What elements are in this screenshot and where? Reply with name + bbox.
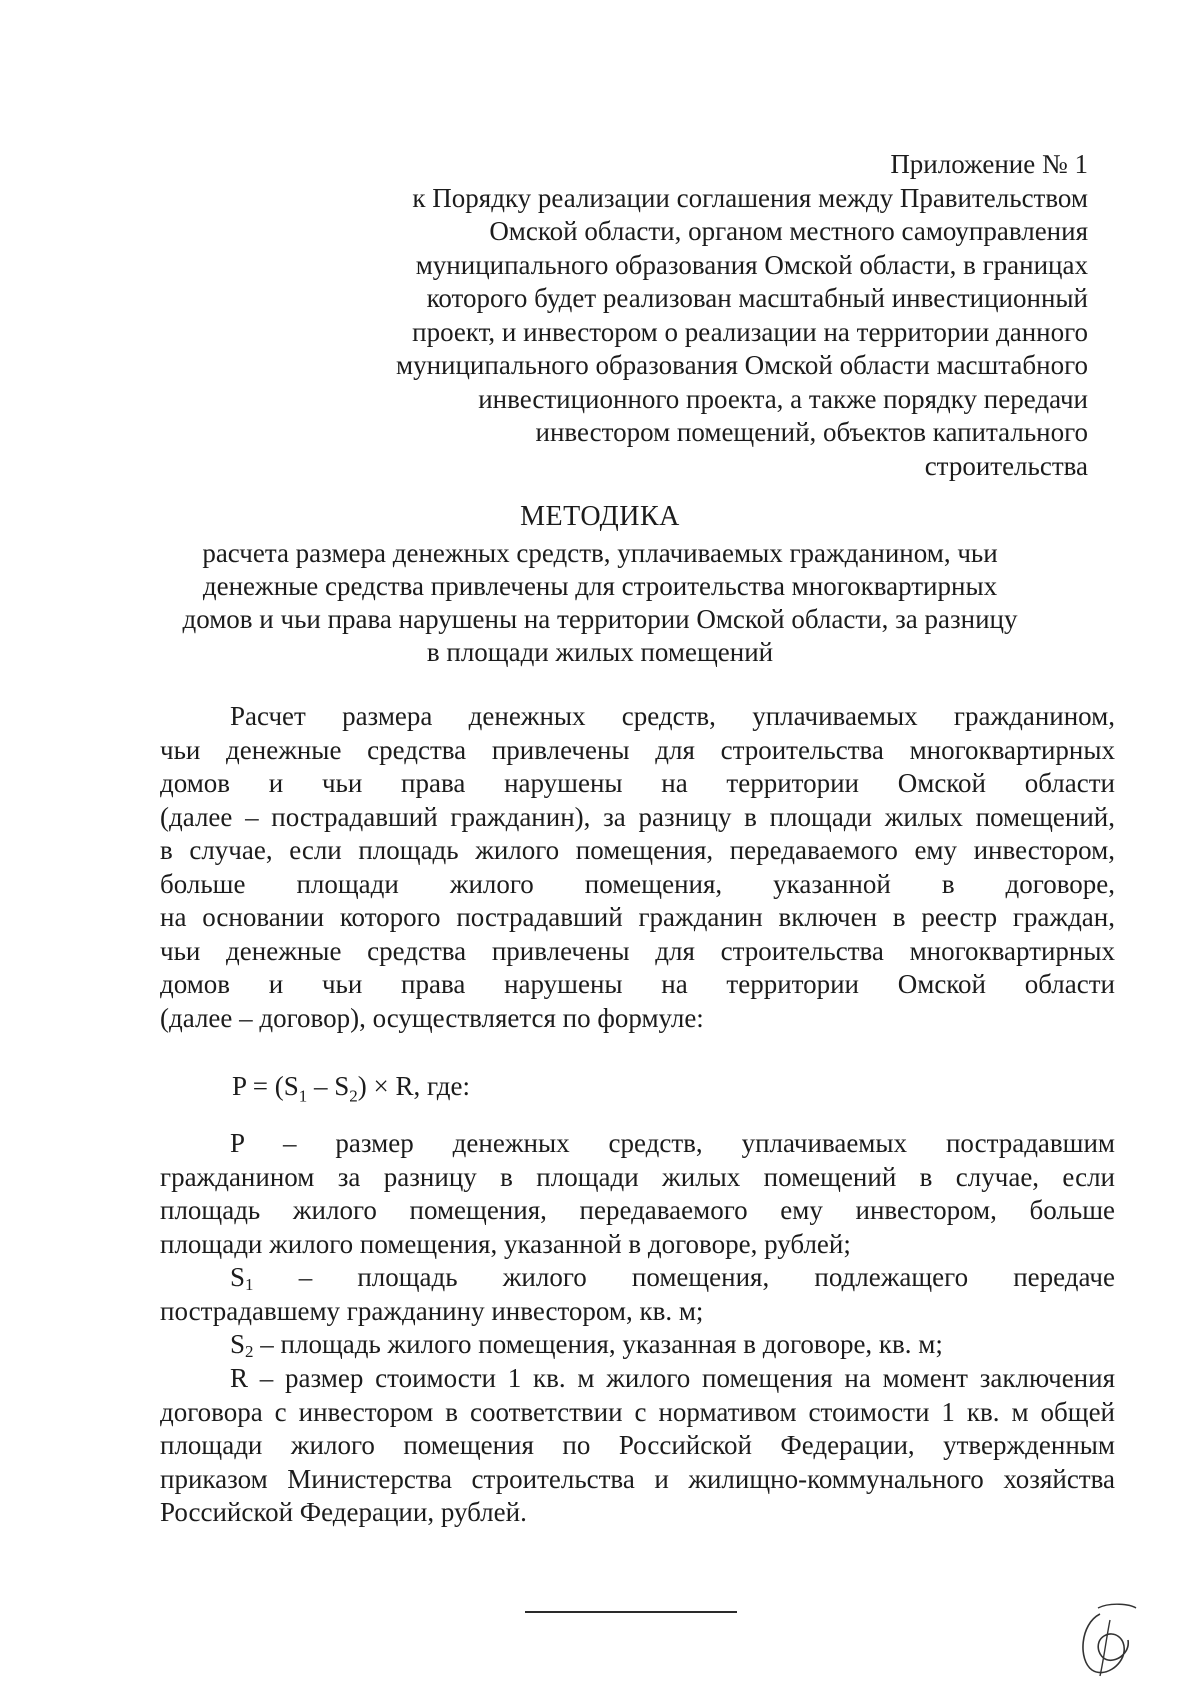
legend-line: приказом Министерства строительства и жилищно-коммунального хозяйства xyxy=(160,1463,1115,1494)
legend-line xyxy=(160,1261,1115,1295)
legend-s2-sub: 2 xyxy=(245,1342,254,1361)
legend-s2-symbol: S xyxy=(230,1329,246,1359)
document-title: МЕТОДИКА xyxy=(520,501,680,532)
document-subtitle xyxy=(150,537,1050,669)
appendix-line: к Порядку реализации соглашения между Правительством xyxy=(412,182,1088,213)
subtitle-line: домов и чьи права нарушены на территории Омской области, за разницу xyxy=(182,604,1018,634)
appendix-line: проект, и инвестором о реализации на территории данного xyxy=(412,316,1088,347)
legend-line: R – размер стоимости 1 кв. м жилого помещения на момент заключения xyxy=(230,1363,1115,1393)
legend-line: P – размер денежных средств, уплачиваемых пострадавшим xyxy=(230,1128,1115,1158)
legend-line: Российской Федерации, рублей. xyxy=(160,1497,527,1527)
legend-line: площади жилого помещения, указанной в договоре, рублей; xyxy=(160,1228,851,1259)
paragraph-line: чьи денежные средства привлечены для строительства многоквартирных xyxy=(160,935,1115,966)
subtitle-line: в площади жилых помещений xyxy=(426,637,774,667)
formula-prefix: P = (S xyxy=(232,1071,299,1101)
legend-line: договора с инвестором в соответствии с нормативом стоимости 1 кв. м общей xyxy=(160,1396,1115,1427)
legend-s2-text: – площадь жилого помещения, указанная в договоре, кв. м; xyxy=(253,1329,943,1359)
legend-s2 xyxy=(160,1328,1115,1362)
formula-sub-1: 1 xyxy=(298,1086,308,1106)
legend-s1-symbol: S xyxy=(230,1262,246,1292)
appendix-line: инвестором помещений, объектов капитального xyxy=(535,417,1088,447)
legend-line xyxy=(160,1328,1115,1362)
appendix-header xyxy=(328,148,1088,483)
signature-mark xyxy=(1070,1600,1140,1680)
paragraph-line: домов и чьи права нарушены на территории Омской области xyxy=(160,969,1115,999)
appendix-line: Омской области, органом местного самоуправления xyxy=(489,216,1088,246)
legend-line: пострадавшему гражданину инвестором, кв. м; xyxy=(160,1295,704,1326)
legend-line: гражданином за разницу в площади жилых помещений в случае, если xyxy=(160,1161,1115,1192)
subtitle-line: денежные средства привлечены для строительства многоквартирных xyxy=(202,571,998,601)
legend-line: площади жилого помещения по Российской Федерации, утвержденным xyxy=(160,1430,1115,1460)
paragraph-line: чьи денежные средства привлечены для строительства многоквартирных xyxy=(160,734,1115,765)
appendix-line: муниципального образования Омской области, в границах xyxy=(415,249,1088,280)
appendix-line: строительства xyxy=(924,450,1088,481)
formula-sub-2: 2 xyxy=(349,1086,358,1106)
appendix-line: муниципального образования Омской области масштабного xyxy=(396,350,1088,380)
formula xyxy=(232,1070,470,1106)
legend-line: площадь жилого помещения, передаваемого ему инвестором, больше xyxy=(160,1195,1115,1225)
legend-r xyxy=(160,1362,1115,1530)
paragraph-line: в случае, если площадь жилого помещения, передаваемого ему инвестором, xyxy=(160,835,1115,865)
appendix-line: инвестиционного проекта, а также порядку передачи xyxy=(478,383,1088,414)
legend-p xyxy=(160,1127,1115,1261)
formula-minus: – S xyxy=(307,1071,350,1101)
legend-s1-sub: 1 xyxy=(245,1275,254,1294)
intro-paragraph xyxy=(160,700,1115,1035)
formula-suffix: ) × R, где: xyxy=(357,1071,470,1101)
paragraph-line: (далее – пострадавший гражданин), за разницу в площади жилых помещений, xyxy=(160,801,1115,832)
paragraph-line: домов и чьи права нарушены на территории Омской области xyxy=(160,768,1115,798)
paragraph-line: больше площади жилого помещения, указанной в договоре, xyxy=(160,868,1115,899)
paragraph-line: (далее – договор), осуществляется по формуле: xyxy=(160,1002,704,1033)
subtitle-line: расчета размера денежных средств, уплачиваемых гражданином, чьи xyxy=(202,538,998,568)
legend-s1-text: – площадь жилого помещения, подлежащего передаче xyxy=(253,1262,1115,1292)
paragraph-line: на основании которого пострадавший гражданин включен в реестр граждан, xyxy=(160,902,1115,932)
paragraph-line: Расчет размера денежных средств, уплачиваемых гражданином, xyxy=(230,701,1115,731)
appendix-line: которого будет реализован масштабный инвестиционный xyxy=(426,283,1088,313)
appendix-line: Приложение № 1 xyxy=(890,149,1088,179)
legend-s1 xyxy=(160,1261,1115,1328)
separator-line xyxy=(525,1611,737,1613)
